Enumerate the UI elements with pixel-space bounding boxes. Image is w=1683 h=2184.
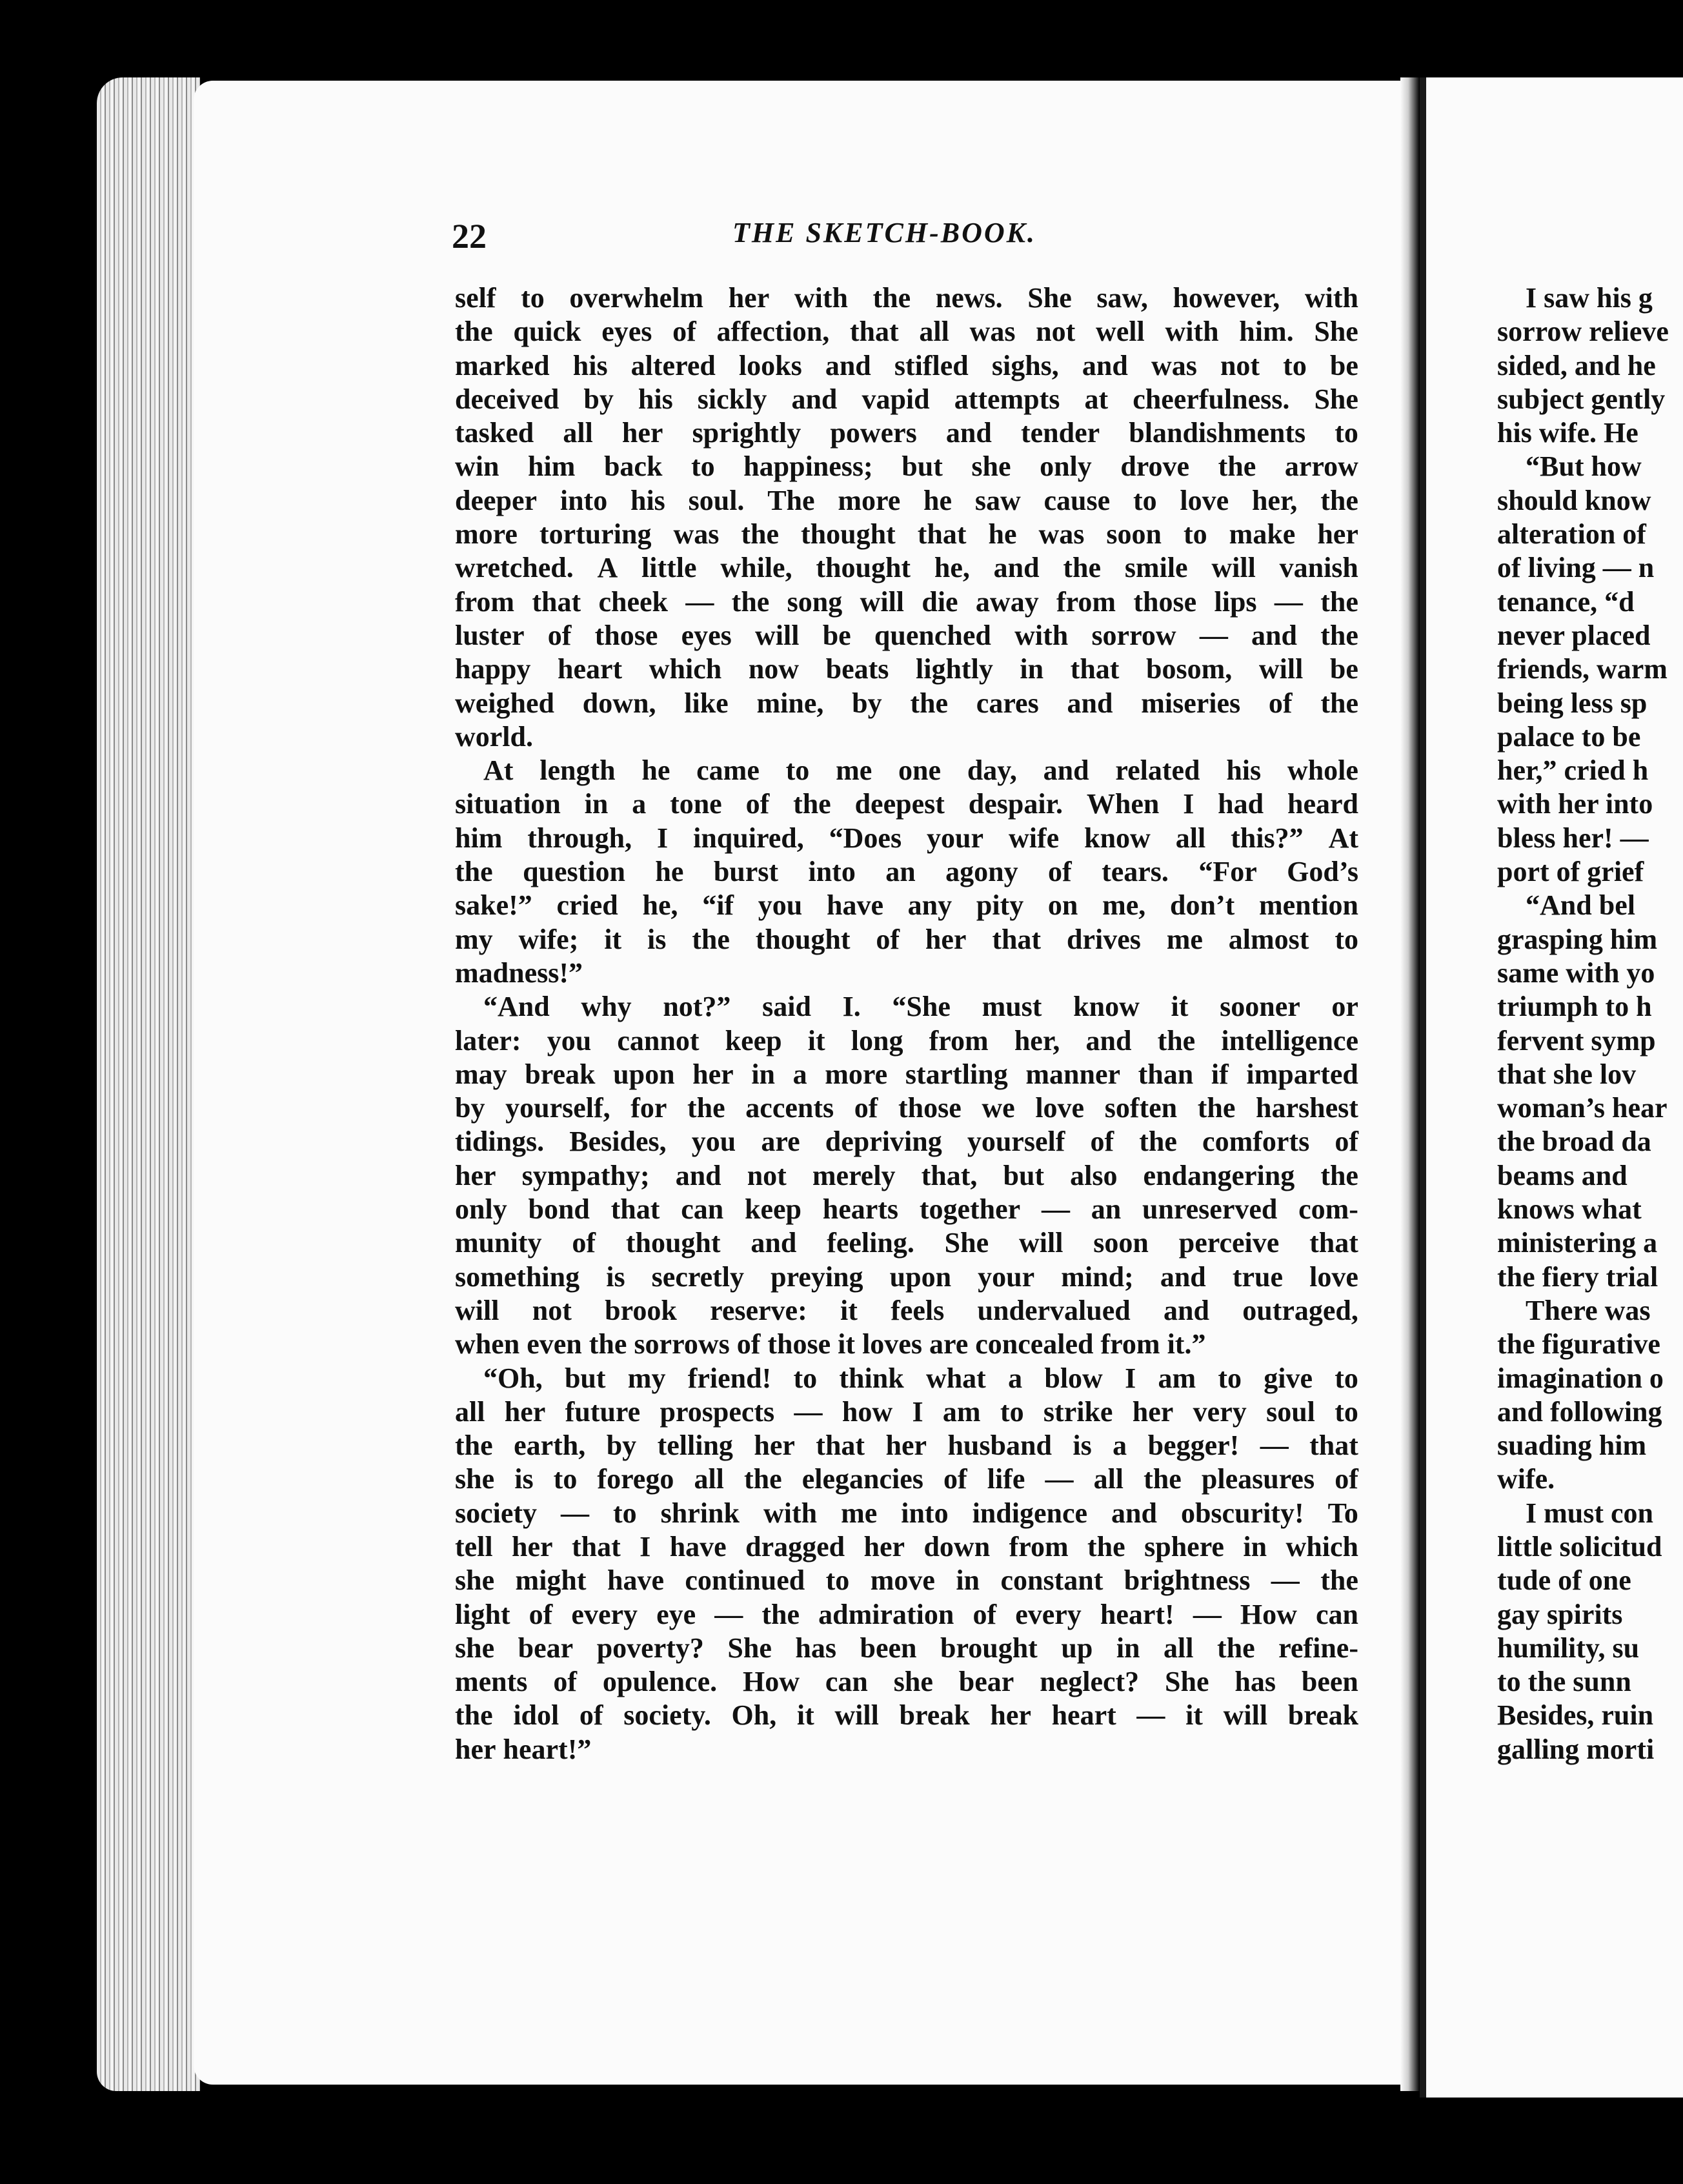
text-line: her,” cried h xyxy=(1497,754,1649,787)
text-line: when even the sorrows of those it loves are concealed from it.” xyxy=(455,1328,1206,1360)
page-number: 22 xyxy=(452,217,487,256)
text-line: galling morti xyxy=(1497,1733,1655,1765)
text-line: society — to shrink with me into indigence and obscurity! To xyxy=(455,1497,1358,1529)
text-line: munity of thought and feeling. She will soon perceive that xyxy=(455,1227,1358,1259)
text-line: from that cheek — the song will die away from those lips — the xyxy=(455,585,1358,618)
text-line: she bear poverty? She has been brought up in all the refine- xyxy=(455,1632,1358,1664)
text-line: being less sp xyxy=(1497,687,1648,719)
text-line: humility, su xyxy=(1497,1632,1640,1664)
book-gutter xyxy=(1400,77,1420,2091)
text-line: the figurative xyxy=(1497,1328,1660,1360)
text-line: light of every eye — the admiration of every heart! — How can xyxy=(455,1598,1358,1630)
text-line: by yourself, for the accents of those we love soften the harshest xyxy=(455,1092,1358,1124)
text-line: “And bel xyxy=(1526,889,1635,922)
text-line: her sympathy; and not merely that, but also endangering the xyxy=(455,1159,1358,1191)
text-line: knows what xyxy=(1497,1193,1642,1226)
text-line: tude of one xyxy=(1497,1564,1631,1597)
text-line: I must con xyxy=(1526,1497,1654,1529)
text-line: all her future prospects — how I am to strike her very soul to xyxy=(455,1395,1358,1428)
text-line: palace to be xyxy=(1497,720,1641,753)
text-line: should know xyxy=(1497,484,1651,516)
text-line: world. xyxy=(455,720,533,753)
text-line: the question he burst into an agony of tears. “For God’s xyxy=(455,856,1358,888)
text-line: sake!” cried he, “if you have any pity on me, don’t mention xyxy=(455,889,1358,922)
text-line: the quick eyes of affection, that all was not well with him. She xyxy=(455,316,1358,348)
text-line: more torturing was the thought that he was soon to make her xyxy=(455,518,1358,551)
text-line: bless her! — xyxy=(1497,822,1649,854)
text-line: port of grief xyxy=(1497,856,1644,888)
text-line: happy heart which now beats lightly in that bosom, will be xyxy=(455,653,1358,685)
text-line: weighed down, like mine, by the cares and miseries of the xyxy=(455,687,1358,719)
text-line: the fiery trial xyxy=(1497,1260,1658,1293)
text-line: subject gently xyxy=(1497,383,1666,415)
text-line: tenance, “d xyxy=(1497,585,1635,618)
text-line: little solicitud xyxy=(1497,1530,1662,1562)
text-line: wife. xyxy=(1497,1463,1555,1495)
text-line: madness!” xyxy=(455,956,583,989)
text-line: to the sunn xyxy=(1497,1666,1631,1698)
text-line: beams and xyxy=(1497,1159,1628,1191)
text-line: never placed xyxy=(1497,619,1651,651)
text-line: with her into xyxy=(1497,788,1653,820)
text-line: tasked all her sprightly powers and tender blandishments to xyxy=(455,417,1358,449)
text-line: fervent symp xyxy=(1497,1024,1656,1057)
text-line: grasping him xyxy=(1497,923,1658,955)
text-line: later: you cannot keep it long from her, and the intelligence xyxy=(455,1024,1358,1057)
text-line: marked his altered looks and stifled sighs, and was not to be xyxy=(455,349,1358,381)
text-line: his wife. He xyxy=(1497,417,1638,449)
text-line: only bond that can keep hearts together — an unreserved com- xyxy=(455,1193,1358,1226)
text-line: of living — n xyxy=(1497,552,1655,584)
text-line: deeper into his soul. The more he saw cause to love her, the xyxy=(455,484,1358,516)
text-line: tell her that I have dragged her down from the sphere in which xyxy=(455,1530,1358,1562)
text-line: triumph to h xyxy=(1497,991,1652,1023)
right-page-text xyxy=(1497,281,1683,1766)
text-line: may break upon her in a more startling manner than if imparted xyxy=(455,1058,1358,1090)
text-line: self to overwhelm her with the news. She saw, however, with xyxy=(455,282,1358,314)
text-line: luster of those eyes will be quenched with sorrow — and the xyxy=(455,619,1358,651)
text-line: I saw his g xyxy=(1526,282,1653,314)
text-line: situation in a tone of the deepest despair. When I had heard xyxy=(455,788,1358,820)
text-line: “And why not?” said I. “She must know it sooner or xyxy=(483,991,1358,1023)
text-line: At length he came to me one day, and related his whole xyxy=(483,754,1358,787)
text-line: “Oh, but my friend! to think what a blow I am to give to xyxy=(483,1362,1358,1394)
text-line: gay spirits xyxy=(1497,1598,1623,1630)
running-head: THE SKETCH-BOOK. xyxy=(732,217,1036,248)
text-line: tidings. Besides, you are depriving yourself of the comforts of xyxy=(455,1126,1358,1158)
text-line: the broad da xyxy=(1497,1126,1651,1158)
page-edges xyxy=(97,77,200,2091)
text-line: same with yo xyxy=(1497,956,1655,989)
text-line: the earth, by telling her that her husband is a begger! — that xyxy=(455,1430,1358,1462)
text-line: win him back to happiness; but she only drove the arrow xyxy=(455,450,1358,483)
text-line: something is secretly preying upon your mind; and true love xyxy=(455,1260,1358,1293)
text-line: that she lov xyxy=(1497,1058,1637,1090)
text-line: sorrow relieve xyxy=(1497,316,1669,348)
left-page-text xyxy=(455,281,1358,1766)
text-line: her heart!” xyxy=(455,1733,592,1765)
text-line: will not brook reserve: it feels undervalued and outraged, xyxy=(455,1294,1358,1326)
text-line: deceived by his sickly and vapid attempts at cheerfulness. She xyxy=(455,383,1358,415)
text-line: she is to forego all the elegancies of life — all the pleasures of xyxy=(455,1463,1358,1495)
text-line: she might have continued to move in constant brightness — the xyxy=(455,1564,1358,1597)
text-line: Besides, ruin xyxy=(1497,1699,1654,1732)
text-line: imagination o xyxy=(1497,1362,1664,1394)
text-line: woman’s hear xyxy=(1497,1092,1668,1124)
text-line: suading him xyxy=(1497,1430,1647,1462)
text-line: wretched. A little while, thought he, and the smile will vanish xyxy=(455,552,1358,584)
text-line: alteration of xyxy=(1497,518,1646,551)
text-line: and following xyxy=(1497,1395,1662,1428)
text-line: ministering a xyxy=(1497,1227,1658,1259)
text-line: sided, and he xyxy=(1497,349,1656,381)
text-line: my wife; it is the thought of her that drives me almost to xyxy=(455,923,1358,955)
text-line: the idol of society. Oh, it will break her heart — it will break xyxy=(455,1699,1358,1732)
text-line: him through, I inquired, “Does your wife know all this?” At xyxy=(455,822,1358,854)
text-line: ments of opulence. How can she bear neglect? She has been xyxy=(455,1666,1358,1698)
text-line: friends, warm xyxy=(1497,653,1668,685)
text-line: There was xyxy=(1526,1294,1651,1326)
text-line: “But how xyxy=(1526,450,1642,483)
